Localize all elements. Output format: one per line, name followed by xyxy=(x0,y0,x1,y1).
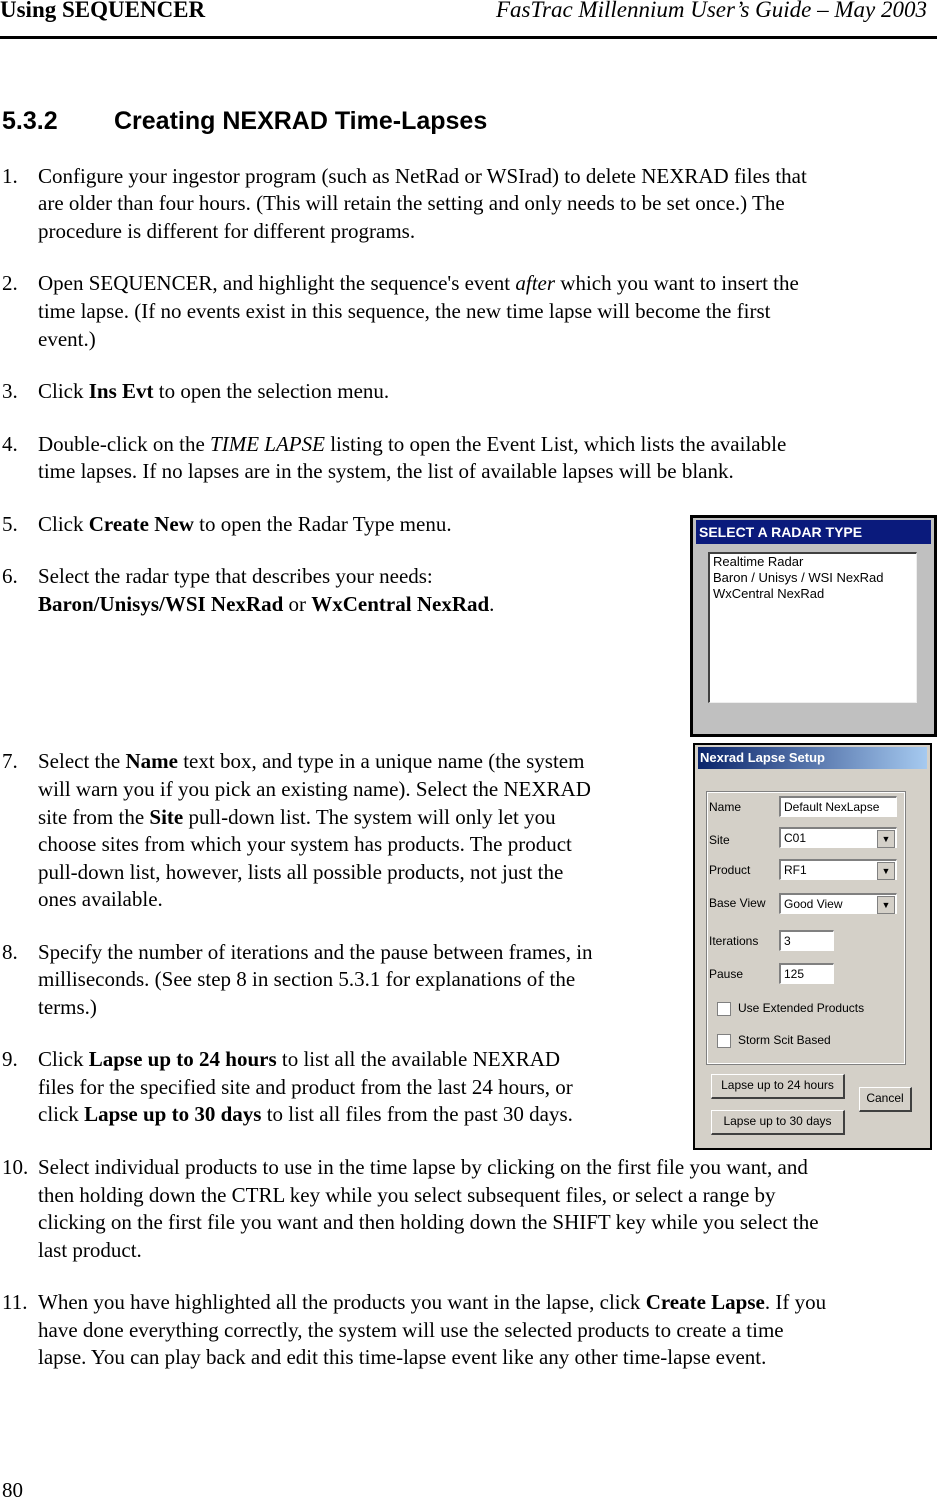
step-text-line xyxy=(38,191,785,216)
step-text-line xyxy=(38,299,770,324)
step-text-line xyxy=(38,832,572,857)
step-text-line xyxy=(38,887,163,912)
step-text-line xyxy=(38,271,799,296)
bold-term: Site xyxy=(149,805,184,829)
base-view-select[interactable] xyxy=(779,893,897,914)
step-number: 6. xyxy=(2,564,18,588)
lapse-24-hours-button[interactable]: Lapse up to 24 hours xyxy=(711,1074,845,1099)
step-text-line xyxy=(38,1290,826,1315)
chevron-down-icon[interactable]: ▼ xyxy=(877,830,895,848)
text-run: click xyxy=(38,1102,85,1126)
text-run: procedure is different for different programs. xyxy=(38,219,416,243)
step-text-line xyxy=(38,164,807,189)
iterations-input[interactable]: 3 xyxy=(779,930,834,951)
step-text-line xyxy=(38,1318,784,1343)
product-label: Product xyxy=(709,863,751,877)
lapse-30-days-button[interactable]: Lapse up to 30 days xyxy=(711,1110,845,1135)
text-run: . If you xyxy=(764,1290,827,1314)
text-run: Click xyxy=(38,1047,89,1071)
chevron-down-icon[interactable]: ▼ xyxy=(877,896,895,914)
text-run: have done everything correctly, the system will use the selected products to create a time xyxy=(38,1318,784,1342)
step-text-line xyxy=(38,592,494,617)
step-text-line xyxy=(38,1345,766,1370)
text-run: which you want to insert the xyxy=(555,271,799,295)
step-text-line xyxy=(38,995,97,1020)
pause-label: Pause xyxy=(709,967,744,981)
text-run: Click xyxy=(38,512,89,536)
text-run: Configure your ingestor program (such as NetRad or WSIrad) to delete NEXRAD files that xyxy=(38,164,807,188)
page-number: 80 xyxy=(2,1478,23,1501)
use-extended-products-checkbox[interactable] xyxy=(717,1002,731,1016)
text-run: to list all the available NEXRAD xyxy=(276,1047,561,1071)
section-title: Creating NEXRAD Time-Lapses xyxy=(114,107,488,135)
step-text-line xyxy=(38,459,734,484)
nexrad-lapse-setup-dialog xyxy=(693,743,932,1150)
text-run: When you have highlighted all the products you want in the lapse, click xyxy=(38,1290,646,1314)
use-extended-products-label: Use Extended Products xyxy=(738,1001,865,1015)
text-run: Select the radar type that describes your needs: xyxy=(38,564,433,588)
text-run: event.) xyxy=(38,327,96,351)
section-number: 5.3.2 xyxy=(2,107,58,135)
text-run: pull-down list, however, lists all possible products, not just the xyxy=(38,860,564,884)
cancel-button[interactable]: Cancel xyxy=(859,1087,912,1112)
step-number: 5. xyxy=(2,512,18,536)
text-run: files for the specified site and product from the last 24 hours, or xyxy=(38,1075,573,1099)
bold-term: Baron/Unisys/WSI NexRad xyxy=(38,592,284,616)
step-number: 7. xyxy=(2,749,18,773)
text-run: terms.) xyxy=(38,995,97,1019)
step-text-line xyxy=(38,379,389,404)
step-text-line xyxy=(38,967,575,992)
text-run: clicking on the first file you want and then holding down the SHIFT key while you select the xyxy=(38,1210,819,1234)
bold-term: Lapse up to 30 days xyxy=(84,1102,262,1126)
text-run: Click xyxy=(38,379,89,403)
step-text-line xyxy=(38,1183,776,1208)
step-text-line xyxy=(38,1047,560,1072)
storm-scit-based-checkbox[interactable] xyxy=(717,1034,731,1048)
name-input[interactable]: Default NexLapse xyxy=(779,796,897,817)
storm-scit-based-label: Storm Scit Based xyxy=(738,1033,831,1047)
text-run: to open the Radar Type menu. xyxy=(193,512,452,536)
bold-term: Create New xyxy=(88,512,194,536)
text-run: lapse. You can play back and edit this time-lapse event like any other time-lapse event. xyxy=(38,1345,767,1369)
text-run: . xyxy=(489,592,495,616)
step-text-line xyxy=(38,1210,819,1235)
text-run: site from the xyxy=(38,805,150,829)
step-number: 3. xyxy=(2,379,18,403)
step-text-line xyxy=(38,1155,808,1180)
step-text-line xyxy=(38,860,563,885)
bold-term: Name xyxy=(125,749,178,773)
bold-term: WxCentral NexRad xyxy=(311,592,490,616)
product-value: RF1 xyxy=(784,863,807,877)
step-number: 4. xyxy=(2,432,18,456)
text-run: choose sites from which your system has products. The product xyxy=(38,832,572,856)
step-text-line xyxy=(38,805,556,830)
bold-term: Ins Evt xyxy=(88,379,154,403)
section-heading xyxy=(2,107,488,136)
text-run: pull-down list. The system will only let you xyxy=(183,805,556,829)
step-number: 2. xyxy=(2,271,18,295)
text-run: to open the selection menu. xyxy=(153,379,390,403)
header-chapter: Using SEQUENCER xyxy=(0,0,206,22)
step-text-line xyxy=(38,940,593,965)
name-label: Name xyxy=(709,800,742,814)
base-view-label: Base View xyxy=(709,896,766,910)
site-select[interactable] xyxy=(779,827,897,848)
step-text-line xyxy=(38,512,452,537)
list-item[interactable]: Baron / Unisys / WSI NexRad xyxy=(713,570,884,585)
site-value: C01 xyxy=(784,831,807,845)
text-run: Select individual products to use in the time lapse by clicking on the first file you want, and xyxy=(38,1155,808,1179)
step-number: 8. xyxy=(2,940,18,964)
header-rule xyxy=(0,36,937,39)
select-radar-type-dialog xyxy=(690,515,937,737)
list-item[interactable]: WxCentral NexRad xyxy=(713,586,825,601)
text-run: or xyxy=(283,592,312,616)
step-text-line xyxy=(38,327,96,352)
text-run: milliseconds. (See step 8 in section 5.3.1 for explanations of the xyxy=(38,967,576,991)
bold-term: Lapse up to 24 hours xyxy=(88,1047,277,1071)
text-run: are older than four hours. (This will retain the setting and only needs to be set once.) The xyxy=(38,191,785,215)
step-number: 1. xyxy=(2,164,18,188)
product-select[interactable] xyxy=(779,859,897,880)
step-text-line xyxy=(38,564,433,589)
step-text-line xyxy=(38,749,584,774)
step-text-line xyxy=(38,432,786,457)
text-run: Double-click on the xyxy=(38,432,211,456)
radar-type-listbox[interactable] xyxy=(708,552,917,703)
chevron-down-icon[interactable]: ▼ xyxy=(877,862,895,880)
list-item[interactable]: Realtime Radar xyxy=(713,554,804,569)
text-run: then holding down the CTRL key while you select subsequent files, or select a range by xyxy=(38,1183,776,1207)
dialog-title-bar: SELECT A RADAR TYPE xyxy=(696,520,931,544)
step-text-line xyxy=(38,777,591,802)
text-run: listing to open the Event List, which lists the available xyxy=(324,432,787,456)
italic-term: TIME LAPSE xyxy=(210,432,325,456)
header-guide-title: FasTrac Millennium User’s Guide – May 2003 xyxy=(495,0,927,22)
text-run: ones available. xyxy=(38,887,163,911)
step-text-line xyxy=(38,1102,573,1127)
step-number: 11. xyxy=(2,1290,28,1314)
text-run: will warn you if you pick an existing name). Select the NEXRAD xyxy=(38,777,591,801)
italic-term: after xyxy=(515,271,556,295)
step-text-line xyxy=(38,219,415,244)
step-text-line xyxy=(38,1075,573,1100)
base-view-value: Good View xyxy=(784,897,843,911)
step-number: 9. xyxy=(2,1047,18,1071)
text-run: time lapse. (If no events exist in this sequence, the new time lapse will become the first xyxy=(38,299,771,323)
text-run: Open SEQUENCER, and highlight the sequence's event xyxy=(38,271,516,295)
text-run: last product. xyxy=(38,1238,142,1262)
bold-term: Create Lapse xyxy=(645,1290,765,1314)
step-number: 10. xyxy=(2,1155,29,1179)
site-label: Site xyxy=(709,833,730,847)
iterations-label: Iterations xyxy=(709,934,759,948)
text-run: Select the xyxy=(38,749,126,773)
text-run: time lapses. If no lapses are in the system, the list of available lapses will be blank. xyxy=(38,459,734,483)
dialog-title-bar: Nexrad Lapse Setup xyxy=(698,747,927,769)
step-text-line xyxy=(38,1238,142,1263)
text-run: Specify the number of iterations and the pause between frames, in xyxy=(38,940,593,964)
pause-input[interactable]: 125 xyxy=(779,963,834,984)
text-run: to list all files from the past 30 days. xyxy=(261,1102,573,1126)
text-run: text box, and type in a unique name (the system xyxy=(177,749,585,773)
